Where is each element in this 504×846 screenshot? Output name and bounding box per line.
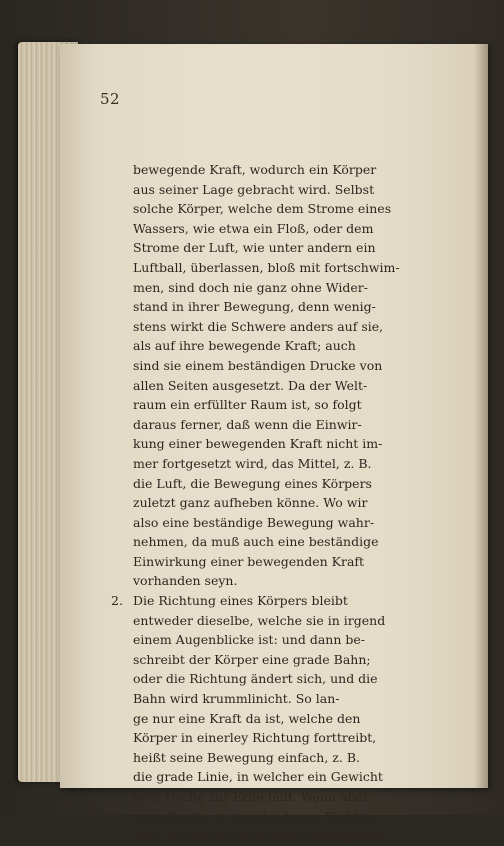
text-line: mer fortgesetzt wird, das Mittel, z. B. [133,455,372,471]
text-line: kung einer bewegenden Kraft nicht im- [133,436,383,452]
text-line: also eine beständige Bewegung wahr- [133,514,375,530]
text-line: Luftball, überlassen, bloß mit fortschwim- [133,259,400,275]
text-line: entweder dieselbe, welche sie in irgend [133,612,386,628]
text-line: Wassers, wie etwa ein Floß, oder dem [133,220,374,236]
text-line: vorhanden seyn. [133,573,238,589]
page-gutter-shadow [474,44,488,788]
text-line: Bahn wird krummlinicht. So lan- [133,691,340,707]
text-line: allen Seiten ausgesetzt. Da der Welt- [133,377,368,393]
text-line: Einwirkung einer bewegenden Kraft [133,553,365,569]
text-line: stens wirkt die Schwere anders auf sie, [133,318,384,334]
body-text [111,160,433,846]
text-line: solche Körper, welche dem Strome eines [133,201,392,217]
page-number: 52 [100,90,121,108]
text-line: nehmen, da muß auch eine beständige [133,534,379,550]
text-line: einem Augenblicke ist: und dann be- [133,632,365,648]
text-line: heißt seine Bewegung einfach, z. B. [133,749,360,765]
paragraph-2 [111,591,433,611]
text-line: oder die Richtung ändert sich, und die [133,671,378,687]
text-line: die grade Linie, in welcher ein Gewicht [133,769,383,785]
text-line: aus seiner Lage gebracht wird. Selbst [133,181,375,197]
text-line: bewegende Kraft, wodurch ein Körper [133,162,377,177]
text-line: vom Tische zur Erde fällt. Wenn aber [133,789,369,804]
paragraph-number: 2. [111,593,123,609]
text-line: die Luft, die Bewegung eines Körpers [133,475,372,491]
text-line: daraus ferner, daß wenn die Einwir- [133,416,362,432]
text-line: Körper in einerley Richtung forttreibt, [133,730,377,746]
text-line: als auf ihre bewegende Kraft; auch [133,338,356,354]
text-line: Strome der Luft, wie unter andern ein [133,240,376,256]
text-line: stand in ihrer Bewegung, denn wenig- [133,299,376,315]
text-line: zuletzt ganz aufheben könne. Wo wir [133,495,368,511]
text-line: ge nur eine Kraft da ist, welche den [133,710,361,726]
text-line: gen, die sich nicht gradezu entgegenge- [133,828,388,844]
text-line: schreibt der Körper eine grade Bahn; [133,651,371,667]
text-line: zwey Kräfte in verschiedenen Richtun- [133,808,379,824]
text-line: Die Richtung eines Körpers bleibt [133,593,348,609]
text-line: raum ein erfüllter Raum ist, so folgt [133,397,362,413]
text-line: men, sind doch nie ganz ohne Wider- [133,279,368,295]
text-line: sind sie einem beständigen Drucke von [133,357,383,373]
